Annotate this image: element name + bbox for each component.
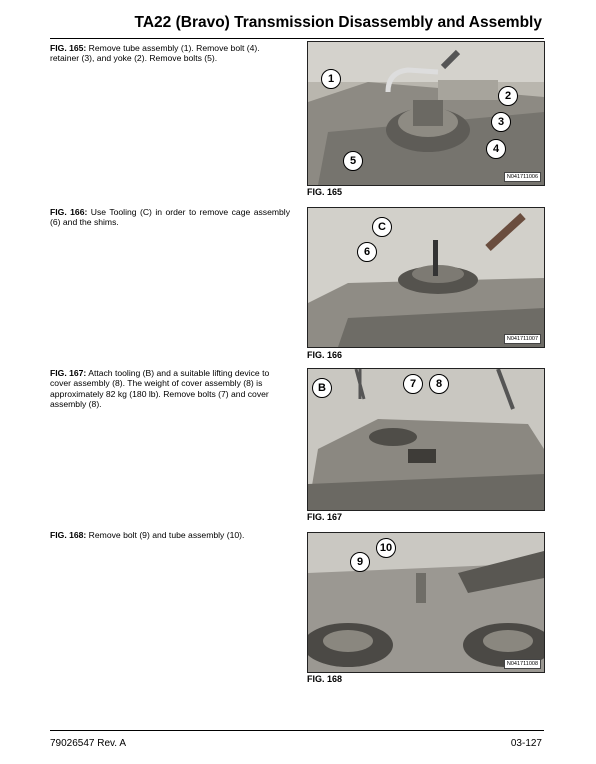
- instruction-fig-165: [50, 43, 290, 64]
- footer-rule: [50, 730, 544, 731]
- callout-2: 2: [498, 86, 518, 106]
- instruction-text: Remove bolt (9) and tube assembly (10).: [86, 530, 245, 540]
- figure-caption-168: FIG. 168: [307, 674, 343, 684]
- callout-10: 10: [376, 538, 396, 558]
- callout-b: B: [312, 378, 332, 398]
- callout-4: 4: [486, 139, 506, 159]
- callout-5: 5: [343, 151, 363, 171]
- page-title: TA22 (Bravo) Transmission Disassembly and Assembly: [134, 14, 542, 31]
- fig-ref: FIG. 165:: [50, 43, 87, 53]
- figure-caption-166: FIG. 166: [307, 350, 343, 360]
- photo-fig-168: [307, 532, 545, 673]
- photo-code: N041711006: [504, 172, 541, 182]
- instruction-text: Use Tooling (C) in order to remove cage assembly (6) and the shims.: [50, 207, 290, 228]
- photo-fig-166-image: [308, 208, 544, 347]
- figure-caption-165: FIG. 165: [307, 187, 343, 197]
- figure-caption-167: FIG. 167: [307, 512, 343, 522]
- callout-6: 6: [357, 242, 377, 262]
- fig-ref: FIG. 166:: [50, 207, 88, 217]
- footer-page-number: 03-127: [510, 738, 542, 749]
- photo-code: N041711008: [504, 659, 541, 669]
- instruction-fig-168: [50, 530, 290, 540]
- fig-ref: FIG. 168:: [50, 530, 87, 540]
- photo-fig-166: [307, 207, 545, 348]
- header-rule: [50, 38, 544, 39]
- instruction-fig-166: [50, 207, 290, 228]
- instruction-text: Attach tooling (B) and a suitable lifting device to cover assembly (8). The weight of cover assembly (8) is approximately 82 kg (180 lb). Remove bolts (7) and cover assembly (8).: [50, 368, 270, 410]
- photo-code: N041711007: [504, 334, 541, 344]
- photo-fig-168-image: [308, 533, 544, 672]
- callout-8: 8: [429, 374, 449, 394]
- photo-fig-167-image: [308, 369, 544, 510]
- callout-1: 1: [321, 69, 341, 89]
- instruction-fig-167: [50, 368, 290, 410]
- instruction-text: Remove tube assembly (1). Remove bolt (4). retainer (3), and yoke (2). Remove bolts (5).: [50, 43, 260, 64]
- footer-doc-number: 79026547 Rev. A: [50, 738, 126, 749]
- callout-7: 7: [403, 374, 423, 394]
- photo-fig-167: [307, 368, 545, 511]
- fig-ref: FIG. 167:: [50, 368, 87, 378]
- callout-c: C: [372, 217, 392, 237]
- callout-9: 9: [350, 552, 370, 572]
- callout-3: 3: [491, 112, 511, 132]
